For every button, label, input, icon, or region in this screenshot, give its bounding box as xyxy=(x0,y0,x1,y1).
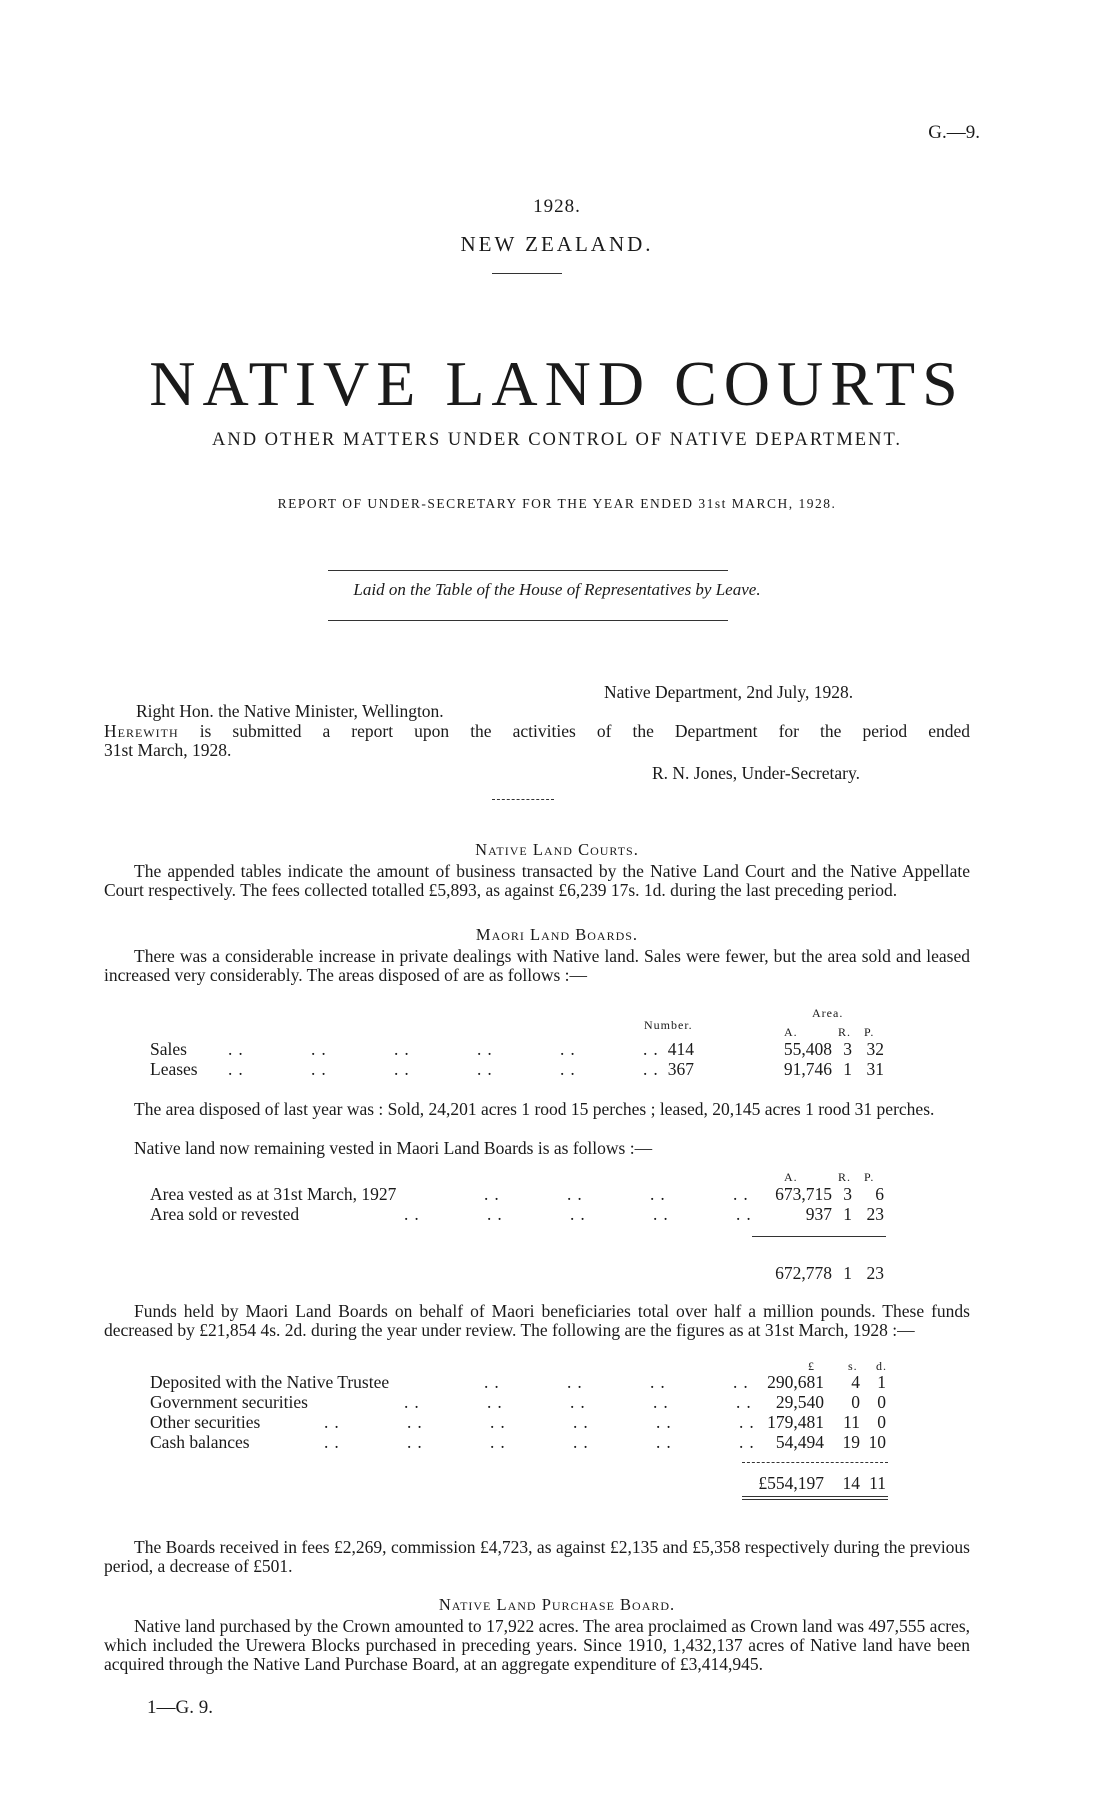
table2-unit-r: R. xyxy=(838,1170,852,1184)
table3-pounds: 290,681 xyxy=(767,1372,824,1392)
native-land-purchase-board-paragraph: Native land purchased by the Crown amounted to 17,922 acres. The area proclaimed as Crown land was 497,555 acres, which included the Urewera Blocks purchased in preceding years. Since 1910, 1,432,137 acres of Native land have been acquired through the Native Land Purchase Board, at an aggregate expenditure of £3,414,945. xyxy=(104,1616,970,1674)
table3-shillings: 19 xyxy=(842,1432,860,1452)
maori-land-boards-paragraph3: Native land now remaining vested in Maori Land Boards is as follows :— xyxy=(134,1138,653,1158)
country-name: NEW ZEALAND. xyxy=(460,232,654,256)
table1-number-header: Number. xyxy=(644,1018,693,1032)
table3-label: Deposited with the Native Trustee xyxy=(150,1372,390,1392)
signature-mark: 1—G. 9. xyxy=(147,1697,213,1718)
table3-unit-shillings: s. xyxy=(848,1359,858,1373)
letter-signature: R. N. Jones, Under-Secretary. xyxy=(652,763,860,783)
table3-shillings: 0 xyxy=(851,1392,860,1412)
table2-total-acres: 672,778 xyxy=(775,1263,832,1283)
table3-double-rule-1 xyxy=(742,1496,888,1497)
table3-leaders: .. .. .. .. xyxy=(484,1372,754,1392)
page-code: G.—9. xyxy=(928,122,980,143)
table2-unit-p: P. xyxy=(864,1170,875,1184)
table1-label: Sales xyxy=(150,1039,187,1059)
table3-total-pence: 11 xyxy=(869,1473,886,1493)
table3-leaders: .. .. .. .. .. xyxy=(404,1392,757,1412)
table3-pence: 0 xyxy=(877,1392,886,1412)
table1-leaders: .. .. .. .. .. .. xyxy=(228,1039,664,1059)
section-heading-native-land-purchase-board: Native Land Purchase Board. xyxy=(438,1595,676,1614)
report-line: REPORT OF UNDER-SECRETARY FOR THE YEAR ENDED 31st MARCH, 1928. xyxy=(277,496,837,511)
table1-leaders: .. .. .. .. .. .. xyxy=(228,1059,664,1079)
table1-perches: 32 xyxy=(866,1039,884,1059)
table2-leaders: .. .. .. .. xyxy=(484,1184,754,1204)
table3-leaders: .. .. .. .. .. .. xyxy=(324,1432,760,1452)
table3-pence: 0 xyxy=(877,1412,886,1432)
document-subtitle: AND OTHER MATTERS UNDER CONTROL OF NATIVE DEPARTMENT. xyxy=(211,430,903,450)
table3-pence: 10 xyxy=(868,1432,886,1452)
maori-land-boards-paragraph1: There was a considerable increase in private dealings with Native land. Sales were fewer, but the area sold and leased increased very considerably. The areas disposed of are as follows :— xyxy=(104,946,970,985)
table3-label: Government securities xyxy=(150,1392,308,1412)
table3-double-rule-2 xyxy=(742,1499,888,1500)
table2-label: Area sold or revested xyxy=(150,1204,300,1224)
table3-pounds: 29,540 xyxy=(775,1392,824,1412)
section-heading-maori-land-boards: Maori Land Boards. xyxy=(475,925,639,944)
table1-number: 367 xyxy=(667,1059,694,1079)
table2-roods: 3 xyxy=(843,1184,852,1204)
table1-unit-a: A. xyxy=(784,1025,798,1039)
table2-acres: 937 xyxy=(805,1204,832,1224)
maori-land-boards-paragraph5: The Boards received in fees £2,269, commission £4,723, as against £2,135 and £5,358 respectively during the previous period, a decrease of £501. xyxy=(104,1537,970,1576)
table2-unit-a: A. xyxy=(784,1170,798,1184)
letter-addressee: Right Hon. the Native Minister, Wellington. xyxy=(136,701,444,721)
laid-rule-bottom xyxy=(328,620,728,621)
table1-roods: 1 xyxy=(843,1059,852,1079)
table1-label: Leases xyxy=(150,1059,198,1079)
letter-body-line2: 31st March, 1928. xyxy=(104,740,232,760)
letter-body-text: is submitted a report upon the activities of the Department for the period ended xyxy=(199,721,971,741)
maori-land-boards-paragraph2: The area disposed of last year was : Sold, 24,201 acres 1 rood 15 perches ; leased, 20,145 acres 1 rood 31 perches. xyxy=(134,1099,935,1119)
table1-roods: 3 xyxy=(843,1039,852,1059)
table1-unit-r: R. xyxy=(838,1025,852,1039)
document-year: 1928. xyxy=(533,196,581,217)
section-heading-native-land-courts: Native Land Courts. xyxy=(475,840,639,859)
table3-total-rule xyxy=(742,1462,888,1463)
table3-shillings: 4 xyxy=(851,1372,860,1392)
table2-perches: 23 xyxy=(866,1204,884,1224)
letter-place-date: Native Department, 2nd July, 1928. xyxy=(604,682,854,702)
native-land-courts-paragraph: The appended tables indicate the amount of business transacted by the Native Land Court and the Native Appellate Court respectively. The fees collected totalled £5,893, as against £6,239 17s. 1d. during the last preceding period. xyxy=(104,861,970,900)
table3-total-shillings: 14 xyxy=(842,1473,860,1493)
document-title: NATIVE LAND COURTS xyxy=(149,348,965,419)
letter-rule xyxy=(492,799,554,800)
header-rule xyxy=(492,273,562,274)
laid-rule-top xyxy=(328,570,728,571)
herewith-word: Herewith xyxy=(104,721,179,741)
table2-roods: 1 xyxy=(843,1204,852,1224)
table3-pounds: 54,494 xyxy=(775,1432,824,1452)
table3-pence: 1 xyxy=(877,1372,886,1392)
letter-body-line1 xyxy=(104,722,970,741)
table3-unit-pence: d. xyxy=(876,1359,887,1373)
table2-total-rule xyxy=(752,1236,886,1237)
table1-unit-p: P. xyxy=(864,1025,875,1039)
table1-acres: 55,408 xyxy=(783,1039,832,1059)
table3-shillings: 11 xyxy=(843,1412,860,1432)
table1-acres: 91,746 xyxy=(783,1059,832,1079)
table3-total-pounds: £554,197 xyxy=(758,1473,824,1493)
table2-perches: 6 xyxy=(875,1184,884,1204)
table2-total-roods: 1 xyxy=(843,1263,852,1283)
table2-label: Area vested as at 31st March, 1927 xyxy=(150,1184,397,1204)
table3-label: Cash balances xyxy=(150,1432,250,1452)
table2-total-perches: 23 xyxy=(866,1263,884,1283)
table3-leaders: .. .. .. .. .. .. xyxy=(324,1412,760,1432)
laid-on-table-line: Laid on the Table of the House of Representatives by Leave. xyxy=(353,580,761,599)
table3-unit-pounds: £ xyxy=(808,1359,815,1373)
table1-area-header: Area. xyxy=(812,1006,844,1020)
table3-label: Other securities xyxy=(150,1412,261,1432)
maori-land-boards-paragraph4: Funds held by Maori Land Boards on behalf of Maori beneficiaries total over half a million pounds. These funds decreased by £21,854 4s. 2d. during the year under review. The following are the figures as at 31st March, 1928 :— xyxy=(104,1301,970,1340)
table1-number: 414 xyxy=(667,1039,694,1059)
table3-pounds: 179,481 xyxy=(767,1412,824,1432)
table2-acres: 673,715 xyxy=(775,1184,832,1204)
table2-leaders: .. .. .. .. .. xyxy=(404,1204,757,1224)
table1-perches: 31 xyxy=(866,1059,884,1079)
